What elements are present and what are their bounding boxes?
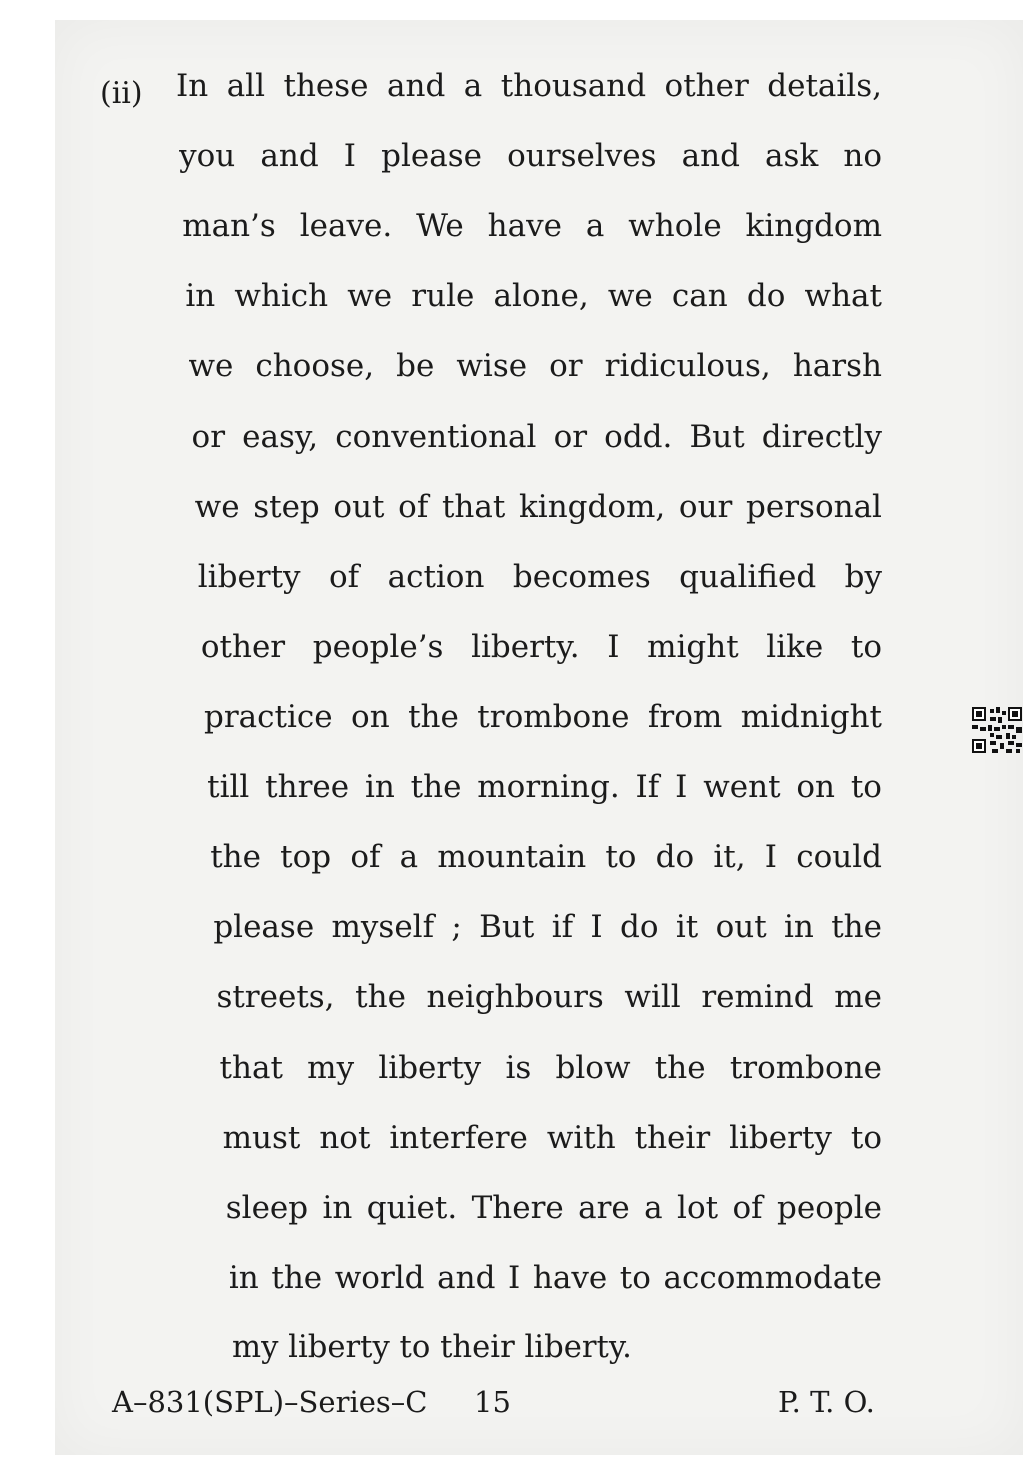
- passage-line: till three in the morning. If I went on to: [207, 769, 882, 806]
- passage-line: other people’s liberty. I might like to: [200, 628, 882, 665]
- passage-line: in which we rule alone, we can do what: [185, 278, 882, 315]
- passage-line: my liberty to their liberty.: [232, 1330, 632, 1365]
- qr-code-icon: [972, 707, 1022, 753]
- passage-line: In all these and a thousand other details,: [176, 68, 882, 104]
- passage-line: sleep in quiet. There are a lot of people: [225, 1189, 882, 1226]
- passage-line: we step out of that kingdom, our personal: [194, 488, 882, 525]
- passage-line: must not interfere with their liberty to: [222, 1119, 882, 1156]
- passage-line: that my liberty is blow the trombone: [219, 1049, 882, 1086]
- passage-line: we choose, be wise or ridiculous, harsh: [188, 348, 882, 385]
- passage-line: you and I please ourselves and ask no: [179, 138, 882, 175]
- pto-label: P. T. O.: [778, 1385, 875, 1419]
- passage-line: the top of a mountain to do it, I could: [210, 839, 882, 876]
- question-number: (ii): [100, 76, 143, 111]
- passage-line: please myself ; But if I do it out in the: [213, 909, 882, 946]
- passage-line: in the world and I have to accommodate: [228, 1259, 882, 1296]
- passage-line: practice on the trombone from midnight: [204, 699, 882, 735]
- page-number: 15: [474, 1385, 511, 1419]
- paper-code: A–831(SPL)–Series–C: [112, 1385, 428, 1419]
- passage-line: or easy, conventional or odd. But directly: [191, 418, 882, 455]
- passage-line: liberty of action becomes qualified by: [197, 558, 882, 595]
- passage-line: streets, the neighbours will remind me: [216, 979, 882, 1016]
- passage-line: man’s leave. We have a whole kingdom: [182, 208, 882, 245]
